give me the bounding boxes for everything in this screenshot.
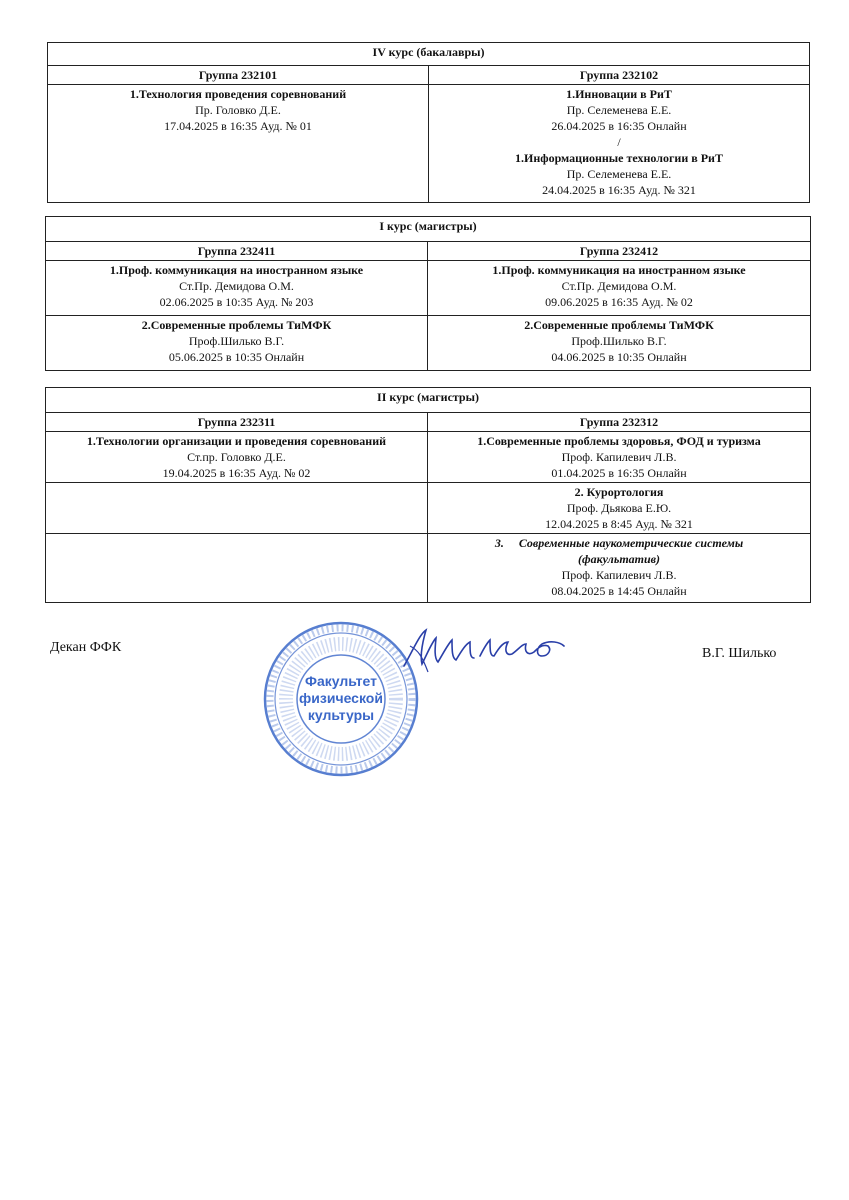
separator-slash: /	[617, 135, 621, 149]
teacher-name: Ст.Пр. Демидова О.М.	[561, 279, 677, 293]
schedule-cell	[46, 316, 428, 371]
schedule-table-i-masters	[45, 216, 811, 371]
exam-datetime: 24.04.2025 в 16:35 Ауд. № 321	[542, 183, 696, 197]
schedule-cell	[46, 432, 428, 483]
subject-name: 1.Современные проблемы здоровья, ФОД и туризма	[477, 434, 761, 448]
teacher-name: Пр. Селеменева Е.Е.	[566, 167, 672, 181]
teacher-name: Пр. Селеменева Е.Е.	[566, 103, 672, 117]
faculty-stamp-seal	[262, 620, 420, 778]
group-header: Группа 232101	[48, 66, 429, 85]
schedule-cell-empty	[46, 534, 428, 603]
subject-name: 2.Современные проблемы ТиМФК	[141, 318, 332, 332]
teacher-name: Ст.пр. Головко Д.Е.	[187, 450, 286, 464]
teacher-name: Пр. Головко Д.Е.	[195, 103, 281, 117]
stamp-text-line1: Факультет	[305, 673, 377, 689]
schedule-cell	[428, 534, 811, 603]
dean-name: В.Г. Шилько	[702, 646, 777, 661]
schedule-cell	[428, 261, 811, 316]
exam-datetime: 04.06.2025 в 10:35 Онлайн	[551, 350, 687, 364]
teacher-name: Проф.Шилько В.Г.	[571, 334, 667, 348]
group-header: Группа 232412	[428, 242, 811, 261]
subject-name-note: (факультатив)	[578, 552, 661, 566]
teacher-name: Проф. Дьякова Е.Ю.	[566, 501, 672, 515]
exam-datetime: 09.06.2025 в 16:35 Ауд. № 02	[545, 295, 693, 309]
table-row	[48, 85, 810, 203]
table-row	[46, 534, 811, 603]
schedule-cell	[428, 316, 811, 371]
subject-name: 1.Проф. коммуникация на иностранном языке	[492, 263, 746, 277]
course-title: II курс (магистры)	[46, 388, 811, 413]
exam-datetime: 19.04.2025 в 16:35 Ауд. № 02	[162, 466, 311, 480]
schedule-table-iv-bachelors	[47, 42, 810, 203]
exam-datetime: 26.04.2025 в 16:35 Онлайн	[551, 119, 687, 133]
course-title: IV курс (бакалавры)	[48, 43, 810, 66]
exam-datetime: 05.06.2025 в 10:35 Онлайн	[168, 350, 305, 364]
exam-datetime: 01.04.2025 в 16:35 Онлайн	[551, 466, 687, 480]
table-row	[46, 261, 811, 316]
teacher-name: Проф. Капилевич Л.В.	[561, 568, 677, 582]
table-row	[46, 483, 811, 534]
exam-datetime: 12.04.2025 в 8:45 Ауд. № 321	[545, 517, 693, 531]
subject-name: 1.Технология проведения соревнований	[129, 87, 347, 101]
schedule-cell	[429, 85, 810, 203]
schedule-cell	[428, 483, 811, 534]
schedule-table-ii-masters	[45, 387, 811, 603]
group-header: Группа 232312	[428, 413, 811, 432]
schedule-cell	[48, 85, 429, 203]
group-header: Группа 232411	[46, 242, 428, 261]
dean-title: Декан ФФК	[50, 640, 122, 655]
stamp-text-line3: культуры	[307, 707, 375, 723]
teacher-name: Ст.Пр. Демидова О.М.	[179, 279, 294, 293]
subject-name: 3. Современные наукометрические системы	[494, 536, 744, 550]
exam-datetime: 08.04.2025 в 14:45 Онлайн	[551, 584, 687, 598]
schedule-cell	[428, 432, 811, 483]
schedule-cell	[46, 261, 428, 316]
exam-datetime: 02.06.2025 в 10:35 Ауд. № 203	[159, 295, 314, 309]
group-header: Группа 232102	[429, 66, 810, 85]
subject-name: 1.Инновации в РиТ	[566, 87, 672, 101]
subject-name: 1.Проф. коммуникация на иностранном языке	[109, 263, 364, 277]
schedule-cell-empty	[46, 483, 428, 534]
subject-name: 2.Современные проблемы ТиМФК	[524, 318, 714, 332]
teacher-name: Проф.Шилько В.Г.	[188, 334, 285, 348]
handwritten-signature	[400, 626, 570, 676]
subject-name: 1.Технологии организации и проведения соревнований	[86, 434, 387, 448]
subject-name: 1.Информационные технологии в РиТ	[515, 151, 723, 165]
table-row	[46, 316, 811, 371]
course-title: I курс (магистры)	[46, 217, 811, 242]
subject-name: 2. Курортология	[574, 485, 664, 499]
stamp-text-line2: физической	[299, 690, 383, 706]
table-row	[46, 432, 811, 483]
group-header: Группа 232311	[46, 413, 428, 432]
teacher-name: Проф. Капилевич Л.В.	[561, 450, 677, 464]
exam-datetime: 17.04.2025 в 16:35 Ауд. № 01	[164, 119, 312, 133]
